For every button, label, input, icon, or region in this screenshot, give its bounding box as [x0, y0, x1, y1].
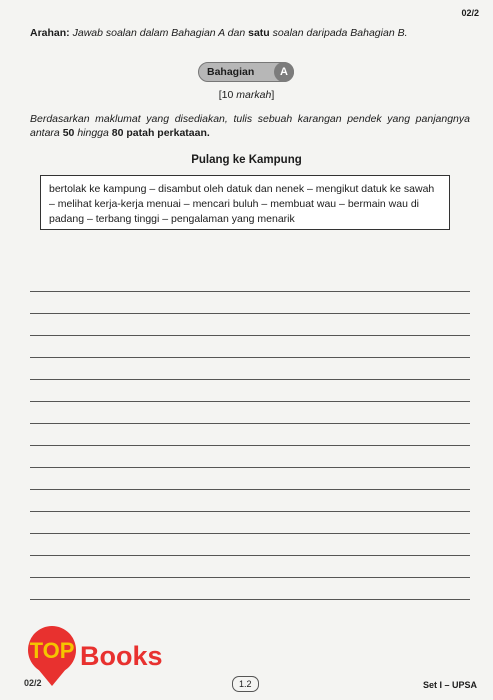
logo-books-text: Books — [80, 641, 163, 671]
answer-lines[interactable] — [30, 270, 470, 600]
answer-line[interactable] — [30, 424, 470, 446]
logo-top-text: TOP — [29, 638, 75, 663]
answer-line[interactable] — [30, 314, 470, 336]
essay-title: Pulang ke Kampung — [191, 154, 302, 166]
answer-line[interactable] — [30, 292, 470, 314]
instruction — [30, 27, 470, 39]
answer-line[interactable] — [30, 402, 470, 424]
answer-line[interactable] — [30, 556, 470, 578]
keyword-box — [40, 175, 450, 230]
section-letter: A — [274, 62, 294, 82]
answer-line[interactable] — [30, 468, 470, 490]
instruction-bold: satu — [248, 27, 270, 39]
marks-open: [10 — [218, 89, 234, 101]
marks-word: markah — [236, 89, 272, 101]
question-min: 50 — [62, 127, 75, 139]
section-badge — [198, 62, 294, 82]
answer-line[interactable] — [30, 490, 470, 512]
answer-line[interactable] — [30, 380, 470, 402]
marks-close: ] — [271, 89, 275, 101]
answer-line[interactable] — [30, 358, 470, 380]
question-text — [30, 112, 470, 140]
question-text-1: Berdasarkan maklumat yang disediakan, tulis sebuah karangan pendek yang panjangnya antara — [30, 113, 470, 139]
topbooks-logo — [14, 625, 199, 687]
marks — [0, 89, 493, 101]
page-number: 1.2 — [232, 676, 259, 692]
section-label: Bahagian — [207, 66, 255, 78]
page-code: 02/2 — [461, 8, 479, 18]
footer-code: 02/2 — [24, 678, 42, 688]
answer-line[interactable] — [30, 446, 470, 468]
question-text-2: hingga — [77, 127, 109, 139]
answer-line[interactable] — [30, 336, 470, 358]
answer-line[interactable] — [30, 270, 470, 292]
answer-line[interactable] — [30, 578, 470, 600]
instruction-text-2: soalan daripada Bahagian B. — [272, 27, 408, 39]
instruction-text-1: Jawab soalan dalam Bahagian A dan — [72, 27, 246, 39]
question-max: 80 patah perkataan. — [111, 127, 210, 139]
answer-line[interactable] — [30, 512, 470, 534]
footer-set: Set I – UPSA — [422, 680, 477, 690]
keyword-text: bertolak ke kampung – disambut oleh datuk dan nenek – mengikut datuk ke sawah – melihat kerja-kerja menuai – mencari buluh – membuat wau – bermain wau di padang – terbang tinggi – pengalaman yang menarik — [49, 183, 435, 225]
instruction-label: Arahan: — [30, 27, 70, 39]
answer-line[interactable] — [30, 534, 470, 556]
